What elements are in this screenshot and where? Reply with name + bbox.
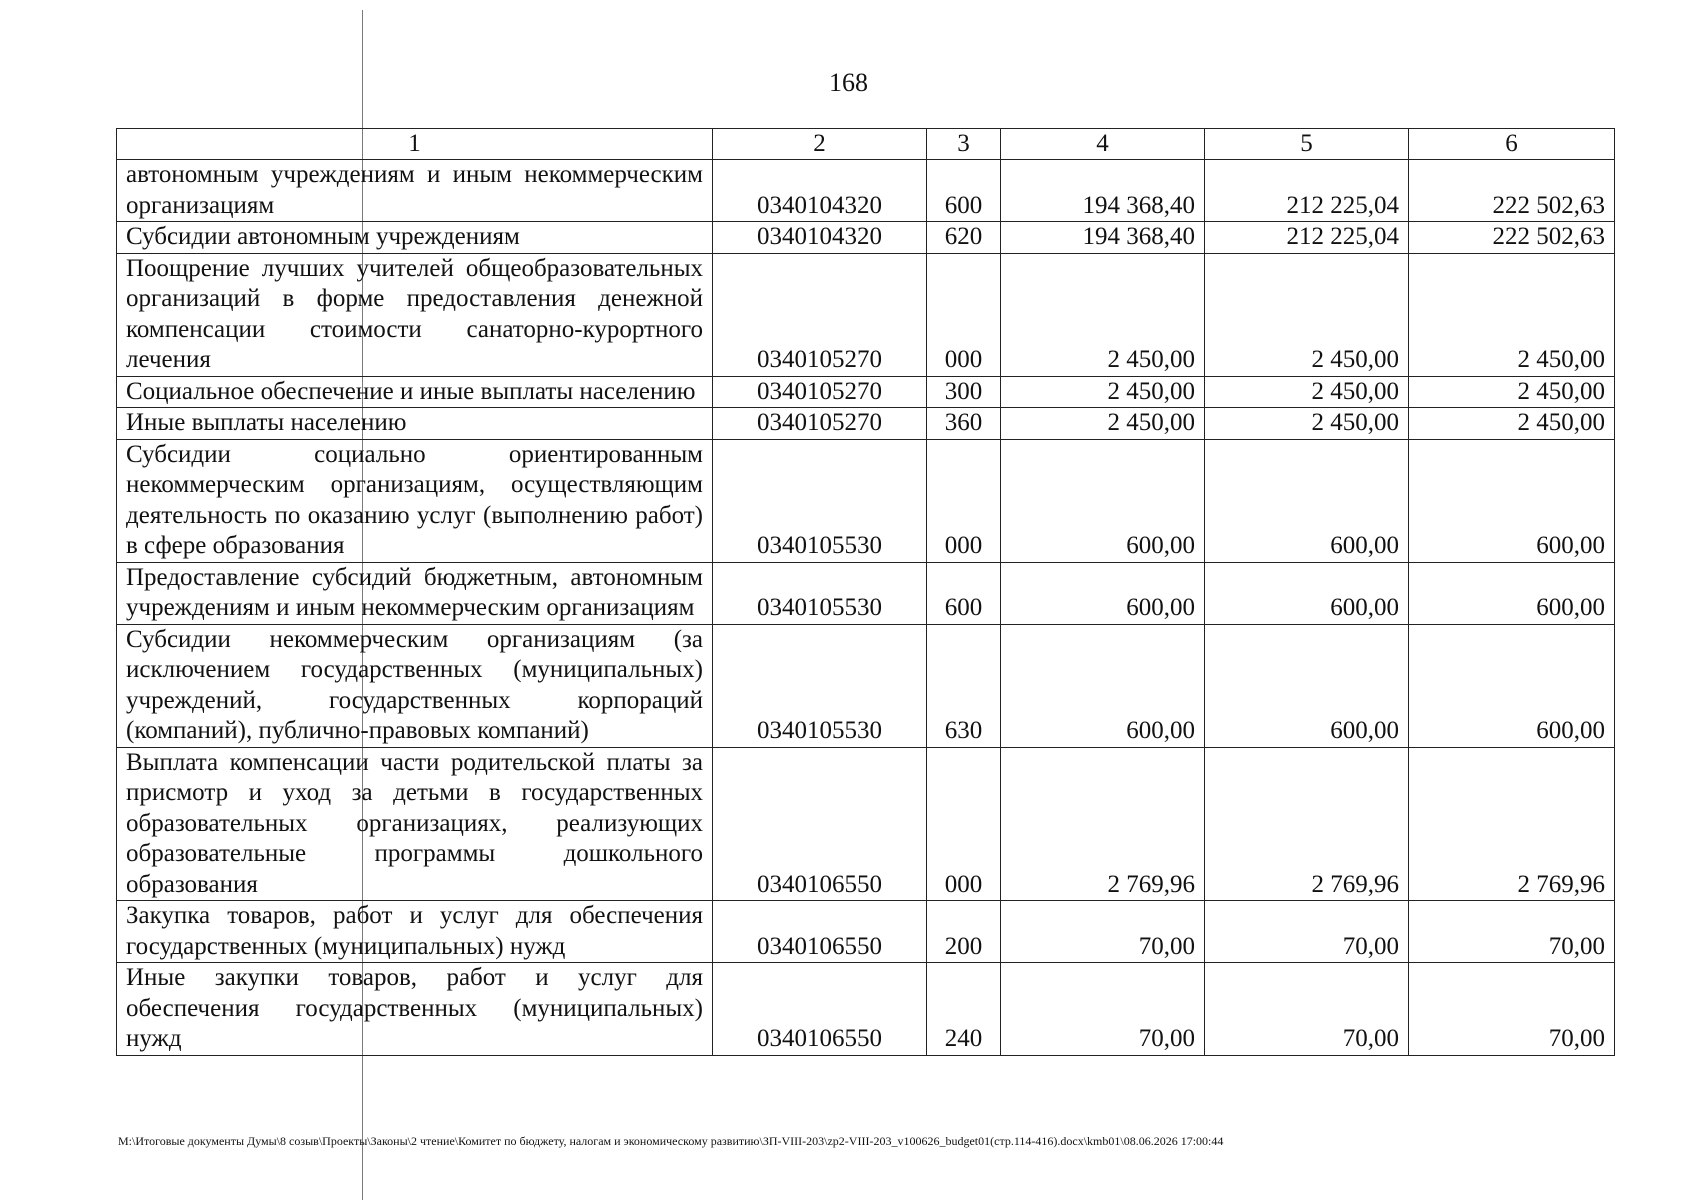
row-amount-year-2: 2 450,00	[1205, 376, 1409, 408]
budget-table	[116, 128, 1615, 1056]
row-amount-year-3: 2 450,00	[1409, 408, 1615, 440]
table-row	[117, 439, 1615, 562]
row-amount-year-1: 194 368,40	[1001, 222, 1205, 254]
table-row	[117, 222, 1615, 254]
row-name: Предоставление субсидий бюджетным, автономным учреждениям и иным некоммерческим организациям	[117, 562, 713, 624]
row-expense-type: 600	[927, 562, 1001, 624]
row-name: Выплата компенсации части родительской платы за присмотр и уход за детьми в государственных образовательных организациях, реализующих образовательные программы дошкольного образования	[117, 747, 713, 901]
row-amount-year-1: 2 769,96	[1001, 747, 1205, 901]
column-header-5: 5	[1205, 129, 1409, 160]
row-amount-year-2: 70,00	[1205, 901, 1409, 963]
row-name: Субсидии социально ориентированным некоммерческим организациям, осуществляющим деятельность по оказанию услуг (выполнению работ) в сфере образования	[117, 439, 713, 562]
column-header-4: 4	[1001, 129, 1205, 160]
column-header-1: 1	[117, 129, 713, 160]
row-amount-year-3: 70,00	[1409, 901, 1615, 963]
row-amount-year-1: 600,00	[1001, 439, 1205, 562]
row-amount-year-2: 212 225,04	[1205, 222, 1409, 254]
row-target-code: 0340106550	[713, 901, 927, 963]
row-amount-year-2: 212 225,04	[1205, 160, 1409, 222]
table-row	[117, 408, 1615, 440]
row-amount-year-3: 600,00	[1409, 624, 1615, 747]
row-name: Иные выплаты населению	[117, 408, 713, 440]
row-amount-year-2: 600,00	[1205, 439, 1409, 562]
row-amount-year-3: 600,00	[1409, 439, 1615, 562]
row-expense-type: 240	[927, 963, 1001, 1056]
table-row	[117, 253, 1615, 376]
row-amount-year-3: 2 769,96	[1409, 747, 1615, 901]
row-expense-type: 000	[927, 253, 1001, 376]
row-expense-type: 360	[927, 408, 1001, 440]
row-expense-type: 600	[927, 160, 1001, 222]
row-target-code: 0340106550	[713, 963, 927, 1056]
row-target-code: 0340106550	[713, 747, 927, 901]
row-name: автономным учреждениям и иным некоммерческим организациям	[117, 160, 713, 222]
row-amount-year-2: 2 450,00	[1205, 408, 1409, 440]
table-row	[117, 963, 1615, 1056]
column-header-3: 3	[927, 129, 1001, 160]
row-amount-year-1: 600,00	[1001, 624, 1205, 747]
row-target-code: 0340105270	[713, 253, 927, 376]
row-target-code: 0340105530	[713, 439, 927, 562]
row-amount-year-1: 2 450,00	[1001, 253, 1205, 376]
row-amount-year-3: 600,00	[1409, 562, 1615, 624]
row-amount-year-2: 2 769,96	[1205, 747, 1409, 901]
row-expense-type: 200	[927, 901, 1001, 963]
row-amount-year-3: 222 502,63	[1409, 222, 1615, 254]
row-target-code: 0340105530	[713, 624, 927, 747]
row-name: Закупка товаров, работ и услуг для обеспечения государственных (муниципальных) нужд	[117, 901, 713, 963]
row-amount-year-3: 2 450,00	[1409, 376, 1615, 408]
table-row	[117, 376, 1615, 408]
row-name: Иные закупки товаров, работ и услуг для обеспечения государственных (муниципальных) нужд	[117, 963, 713, 1056]
row-amount-year-1: 70,00	[1001, 901, 1205, 963]
row-expense-type: 620	[927, 222, 1001, 254]
table-row	[117, 160, 1615, 222]
row-name: Субсидии некоммерческим организациям (за исключением государственных (муниципальных) учреждений, государственных корпораций (компаний), публично-правовых компаний)	[117, 624, 713, 747]
row-amount-year-1: 600,00	[1001, 562, 1205, 624]
row-target-code: 0340104320	[713, 222, 927, 254]
row-name: Социальное обеспечение и иные выплаты населению	[117, 376, 713, 408]
row-amount-year-1: 2 450,00	[1001, 408, 1205, 440]
table-row	[117, 747, 1615, 901]
table-row	[117, 901, 1615, 963]
row-target-code: 0340105270	[713, 408, 927, 440]
column-header-2: 2	[713, 129, 927, 160]
row-amount-year-1: 70,00	[1001, 963, 1205, 1056]
row-name: Поощрение лучших учителей общеобразовательных организаций в форме предоставления денежной компенсации стоимости санаторно-курортного лечения	[117, 253, 713, 376]
row-expense-type: 300	[927, 376, 1001, 408]
row-amount-year-1: 194 368,40	[1001, 160, 1205, 222]
row-amount-year-2: 600,00	[1205, 624, 1409, 747]
page-number: 168	[829, 68, 868, 97]
table-header-row	[117, 129, 1615, 160]
row-amount-year-2: 2 450,00	[1205, 253, 1409, 376]
row-amount-year-1: 2 450,00	[1001, 376, 1205, 408]
row-name: Субсидии автономным учреждениям	[117, 222, 713, 254]
column-header-6: 6	[1409, 129, 1615, 160]
table-row	[117, 562, 1615, 624]
row-amount-year-2: 600,00	[1205, 562, 1409, 624]
row-expense-type: 000	[927, 747, 1001, 901]
row-target-code: 0340105530	[713, 562, 927, 624]
row-target-code: 0340105270	[713, 376, 927, 408]
table-row	[117, 624, 1615, 747]
row-amount-year-3: 70,00	[1409, 963, 1615, 1056]
row-amount-year-3: 2 450,00	[1409, 253, 1615, 376]
document-file-path: M:\Итоговые документы Думы\8 созыв\Проекты\Законы\2 чтение\Комитет по бюджету, налогам и экономическому развитию\ЗП-VIII-203\zp2-VIII-203_v100626_budget01(стр.114-416).docx\kmb01\08.06.2026 17:00:44	[118, 1134, 1224, 1148]
row-amount-year-3: 222 502,63	[1409, 160, 1615, 222]
row-expense-type: 630	[927, 624, 1001, 747]
row-expense-type: 000	[927, 439, 1001, 562]
row-target-code: 0340104320	[713, 160, 927, 222]
row-amount-year-2: 70,00	[1205, 963, 1409, 1056]
